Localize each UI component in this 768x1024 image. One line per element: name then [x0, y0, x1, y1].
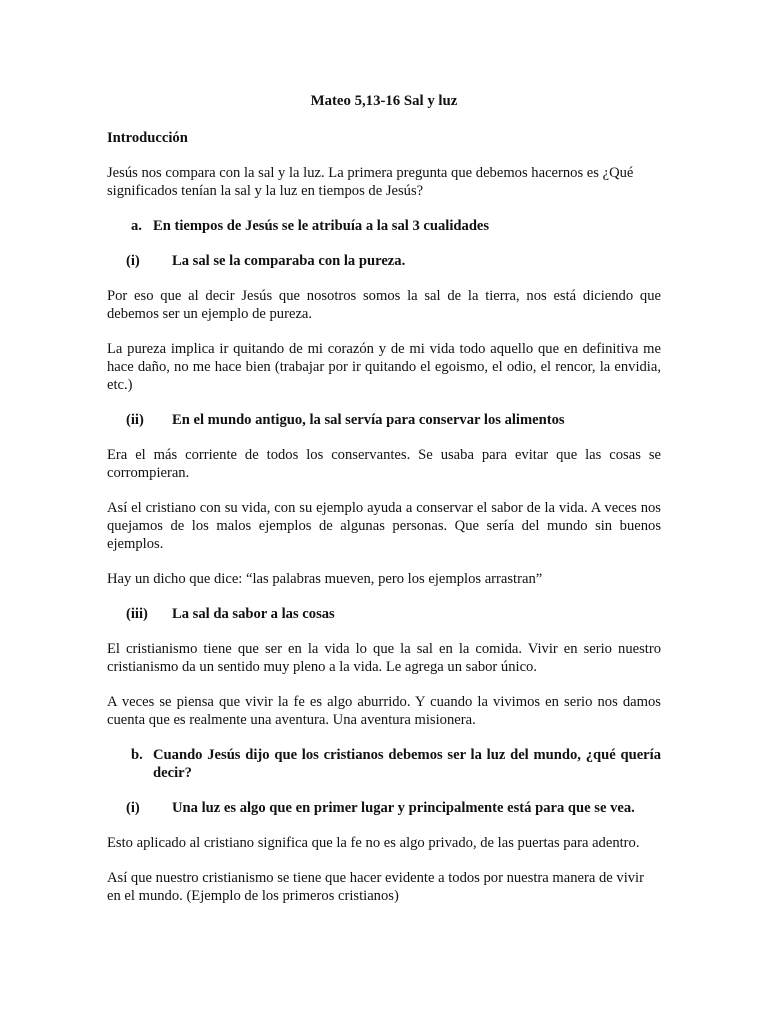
subsection-a-ii-text: En el mundo antiguo, la sal servía para conservar los alimentos: [172, 412, 565, 428]
paragraph-b-i-1: Esto aplicado al cristiano significa que la fe no es algo privado, de las puertas para adentro.: [107, 835, 640, 851]
subsection-a-iii-heading: [107, 605, 661, 623]
subsection-b-i-marker: (i): [126, 800, 140, 816]
section-b-heading: [107, 746, 661, 782]
section-a-marker: a.: [131, 218, 142, 234]
subsection-a-i-marker: (i): [126, 253, 140, 269]
subsection-b-i-text: Una luz es algo que en primer lugar y principalmente está para que se vea.: [172, 800, 635, 816]
subsection-a-i-text: La sal se la comparaba con la pureza.: [172, 253, 406, 269]
document-title: Mateo 5,13-16 Sal y luz: [310, 93, 458, 109]
intro-heading: Introducción: [107, 130, 188, 146]
paragraph-a-iii-1: El cristianismo tiene que ser en la vida lo que la sal en la comida. Vivir en serio nuestro cristianismo da un sentido muy pleno a la vida. Le agrega un sabor único.: [107, 641, 661, 675]
document-page: [107, 92, 661, 922]
paragraph-b-i-2: Así que nuestro cristianismo se tiene que hacer evidente a todos por nuestra manera de vivir en el mundo. (Ejemplo de los primeros cristianos): [107, 870, 644, 904]
paragraph-a-iii-2: A veces se piensa que vivir la fe es algo aburrido. Y cuando la vivimos en serio nos damos cuenta que es realmente una aventura. Una aventura misionera.: [107, 694, 661, 728]
subsection-a-iii-text: La sal da sabor a las cosas: [172, 606, 335, 622]
paragraph-a-ii-1: Era el más corriente de todos los conservantes. Se usaba para evitar que las cosas se corrompieran.: [107, 447, 661, 481]
subsection-a-iii-marker: (iii): [126, 606, 148, 622]
section-a-text: En tiempos de Jesús se le atribuía a la sal 3 cualidades: [153, 218, 490, 234]
paragraph-a-ii-3: Hay un dicho que dice: “las palabras mueven, pero los ejemplos arrastran”: [107, 571, 543, 587]
subsection-a-ii-marker: (ii): [126, 412, 144, 428]
subsection-a-i-heading: [107, 252, 661, 270]
section-a-heading: [107, 217, 661, 235]
paragraph-a-i-2: La pureza implica ir quitando de mi corazón y de mi vida todo aquello que en definitiva me hace daño, no me hace bien (trabajar por ir quitando el egoismo, el odio, el rencor, la envidia, etc.): [107, 341, 661, 393]
paragraph-a-i-1: Por eso que al decir Jesús que nosotros somos la sal de la tierra, nos está diciendo que debemos ser un ejemplo de pureza.: [107, 288, 661, 322]
intro-paragraph: Jesús nos compara con la sal y la luz. La primera pregunta que debemos hacernos es ¿Qué significados tenían la sal y la luz en tiempos de Jesús?: [107, 165, 634, 199]
subsection-a-ii-heading: [107, 411, 661, 429]
section-b-text: Cuando Jesús dijo que los cristianos debemos ser la luz del mundo, ¿qué quería decir?: [153, 747, 661, 781]
section-b-marker: b.: [131, 747, 143, 763]
subsection-b-i-heading: [107, 799, 661, 817]
paragraph-a-ii-2: Así el cristiano con su vida, con su ejemplo ayuda a conservar el sabor de la vida. A veces nos quejamos de los malos ejemplos de algunas personas. Que sería del mundo sin buenos ejemplos.: [107, 500, 661, 552]
